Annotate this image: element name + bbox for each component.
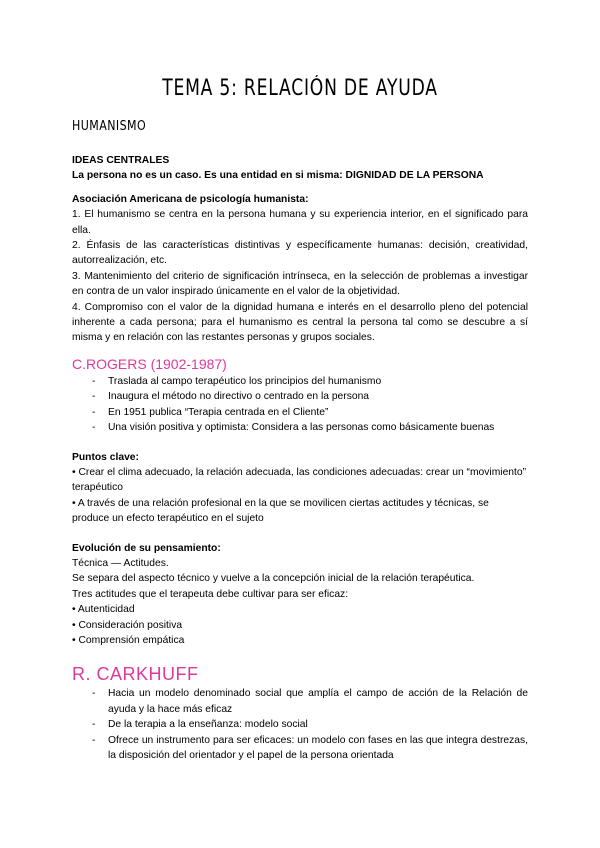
puntos-item: • A través de una relación profesional en la que se movilicen ciertas actitudes y técnicas, se produce un efecto terapéutico en el sujeto: [72, 497, 489, 525]
evolucion-line: Se separa del aspecto técnico y vuelve a la concepción inicial de la relación terapéutica.: [72, 573, 475, 585]
carkhuff-heading: R. CARKHUFF: [72, 664, 199, 685]
apa-heading: Asociación Americana de psicología humanista:: [72, 193, 309, 205]
evolucion-item: • Autenticidad: [72, 604, 135, 616]
apa-item: 2. Énfasis de las características distintivas y específicamente humanas: decisión, creatividad, autorrealización, etc.: [72, 240, 528, 267]
puntos-item: • Crear el clima adecuado, la relación adecuada, las condiciones adecuadas: crear un “movimiento” terapéutico: [72, 466, 527, 494]
list-item: - Hacia un modelo denominado social que amplía el campo de acción de la Relación de ayuda y la hace más eficaz: [92, 686, 528, 717]
rogers-heading: C.ROGERS (1902-1987): [72, 355, 227, 372]
rogers-list: [72, 374, 528, 436]
evolucion-line: Técnica — Actitudes.: [72, 557, 169, 569]
list-item: - Traslada al campo terapéutico los principios del humanismo: [92, 374, 528, 389]
evolucion-item: • Comprensión empática: [72, 634, 185, 646]
list-item: - En 1951 publica “Terapia centrada en el Cliente”: [92, 405, 528, 420]
list-item: - De la terapia a la enseñanza: modelo social: [92, 717, 528, 732]
evolucion-heading: Evolución de su pensamiento:: [72, 542, 221, 554]
evolucion-line: Tres actitudes que el terapeuta debe cultivar para ser eficaz:: [72, 588, 349, 600]
list-item: - Ofrece un instrumento para ser eficaces: un modelo con fases en las que integra destrezas, la disposición del orientador y el papel de la persona orientada: [92, 733, 528, 764]
evolucion-item: • Consideración positiva: [72, 619, 183, 631]
apa-item: 1. El humanismo se centra en la persona humana y su experiencia interior, en el significado para ella.: [72, 209, 528, 236]
list-item: - Una visión positiva y optimista: Considera a las personas como básicamente buenas: [92, 420, 528, 435]
section-title: HUMANISMO: [72, 119, 147, 134]
carkhuff-list: [72, 686, 528, 763]
ideas-heading: IDEAS CENTRALES: [72, 155, 170, 166]
document-body: [72, 153, 528, 763]
puntos-heading: Puntos clave:: [72, 451, 139, 463]
page-title: TEMA 5: RELACIÓN DE AYUDA: [162, 76, 438, 101]
list-item: - Inaugura el método no directivo o centrado en la persona: [92, 389, 528, 404]
apa-item: 3. Mantenimiento del criterio de significación intrínseca, en la selección de problemas a investigar en contra de un valor inspirado únicamente en el valor de la objetividad.: [72, 270, 528, 298]
ideas-statement: La persona no es un caso. Es una entidad en si misma: DIGNIDAD DE LA PERSONA: [72, 170, 484, 182]
apa-item: 4. Compromiso con el valor de la dignidad humana e interés en el desarrollo pleno del potencial inherente a cada persona; para el humanismo es central la persona tal como se descubre a sí misma y en relación con las restantes personas y grupos sociales.: [72, 301, 528, 344]
